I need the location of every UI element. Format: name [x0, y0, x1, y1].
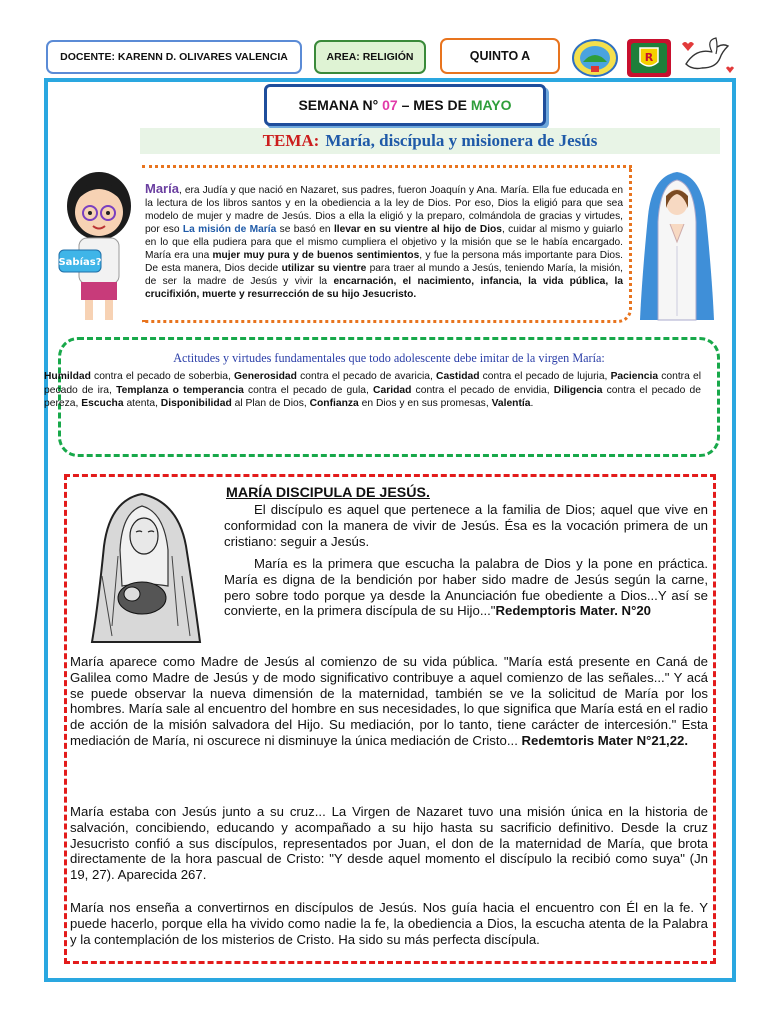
school-crest-icon: [571, 38, 619, 78]
virtue-description: al Plan de Dios,: [231, 398, 310, 410]
virtue-description: en Dios y en sus promesas,: [358, 398, 492, 410]
virtue-description: atenta,: [123, 398, 161, 410]
semana-prefix: SEMANA N°: [298, 97, 379, 113]
semana-box: [264, 84, 546, 126]
tema-title: María, discípula y misionera de Jesús: [325, 131, 598, 150]
semana-month: MAYO: [470, 97, 512, 113]
bio-text-9: para traer al mundo a Jesús, teniendo María, la misión, de ser la madre de Jesús y vivir la: [145, 263, 623, 288]
bio-text-4: llevar en su vientre al hijo de Dios: [333, 224, 502, 236]
virtue-description: contra el pecado de lujuria,: [479, 371, 611, 382]
bio-text-3: se basó en: [276, 224, 334, 236]
lectura-paragraph-3: [70, 654, 708, 749]
docente-text: DOCENTE: KARENN D. OLIVARES VALENCIA: [60, 51, 288, 63]
virtue-name: Valentía: [491, 398, 531, 410]
dove-hearts-icon: [676, 34, 738, 80]
virtue-description: contra el pecado de pereza,: [44, 384, 701, 410]
virtue-name: Confianza: [309, 398, 359, 410]
lectura-p2-ref: Redemptoris Mater. N°20: [495, 603, 652, 619]
virtue-name: Diligencia: [553, 384, 603, 396]
lectura-paragraph-5: María nos enseña a convertirnos en discípulos de Jesús. Nos guía hacia el encuentro con Él en la fe. Y puede hacerlo, porque ella ha vivido como nadie la fe, la obediencia a Dios, la escucha atenta de la Palabra y la contemplación de los misterios de Cristo. Ha sido su más perfecta discípula.: [70, 900, 708, 947]
virtue-name: Disponibilidad: [160, 398, 232, 410]
bio-text-6: mujer muy pura y de buenos sentimientos: [212, 250, 420, 262]
grado-label: [440, 38, 560, 74]
lectura-title: MARÍA DISCIPULA DE JESÚS.: [226, 485, 430, 501]
virtudes-list: [44, 370, 701, 411]
virtue-name: Caridad: [373, 384, 412, 396]
svg-text:R: R: [644, 51, 654, 64]
bio-text-5: , cuidar al mismo y guiarlo en lo que ella pudiera para que el mismo cumpliera el objetivo y la misión que se le había encargado. María era una: [145, 224, 623, 262]
mary-and-child-engraving: [82, 486, 208, 644]
lectura-p3-text: María aparece como Madre de Jesús al comienzo de su vida pública. "María está presente en Caná de Galilea como Madre de Jesús y de modo significativo contribuye a aquel comienzo de las señales..." Y acá se puede observar la nueva dimensión de la maternidad, también se ve la solicitud de María por los hombres. María sale al encuentro del hombre en sus necesidades, lo que significa que María está en el radio de acción de la misión salvadora del Hijo. Su mediación, por lo tanto, tiene carácter de intercesión." Esta mediación de María, ni oscurece ni disminuye la única mediación de Cristo...: [70, 654, 708, 748]
virtue-description: contra el pecado de ira,: [44, 371, 701, 396]
lectura-paragraph-1: El discípulo es aquel que pertenece a la familia de Dios; aquel que vive en conformidad con la manera de vivir de Jesús. Ésa es la vocación primera de un cristiano: seguir a Jesús.: [224, 502, 708, 549]
bio-text-7: , y fue la persona más importante para Dios. De esta manera, Dios decide: [145, 250, 623, 275]
virtue-name: Castidad: [436, 371, 480, 382]
grado-text: QUINTO A: [469, 49, 531, 63]
bio-paragraph: [145, 182, 623, 301]
area-label: [314, 40, 426, 74]
virtue-name: Templanza o temperancia: [116, 384, 244, 396]
semana-middle: – MES DE: [401, 97, 467, 113]
virtue-description: contra el pecado de avaricia,: [296, 371, 437, 382]
lectura-paragraph-4: María estaba con Jesús junto a su cruz... La Virgen de Nazaret tuvo una misión única en la historia de salvación, concibiendo, educando y acompañado a su hijo hasta su sacrificio definitivo. Desde la cruz Jesucristo confió a sus discípulos, representados por Juan, el don de la maternidad de María, que brota directamente de la hora pascual de Cristo: "Y desde aquel momento el discípulo la recibió como suya" (Jn 19, 27). Aparecida 267.: [70, 804, 708, 883]
bio-text-10: encarnación, el nacimiento, infancia, la vida pública, la crucifixión, muerte y resurrección de su hijo Jesucristo.: [145, 276, 623, 301]
tema-label: TEMA:: [262, 131, 320, 150]
virtue-description: contra el pecado de gula,: [243, 384, 374, 396]
lectura-paragraph-2: [224, 556, 708, 619]
virtudes-title: Actitudes y virtudes fundamentales que todo adolescente debe imitar de la virgen María:: [173, 351, 605, 365]
virtue-name: Paciencia: [610, 371, 659, 382]
virtue-description: contra el pecado de envidia,: [411, 384, 554, 396]
school-shield-icon: [626, 38, 672, 78]
bio-name: María: [145, 181, 179, 196]
virtue-description: .: [530, 398, 534, 410]
virtue-name: Humildad: [44, 371, 91, 382]
area-text: AREA: RELIGIÓN: [326, 51, 414, 63]
girl-sabias-illustration: [55, 166, 143, 324]
docente-label: [46, 40, 302, 74]
virtue-description: contra el pecado de soberbia,: [90, 371, 234, 382]
bio-text-2: La misión de María: [182, 224, 277, 236]
sabias-badge: Sabías?: [58, 257, 102, 268]
lectura-p2-text: María es la primera que escucha la palabra de Dios y la pone en práctica. María es digna de la bendición por haber sido madre de Jesús según la carne, pero sobre todo porque ya desde la Anunciación fue obediente a Dios...Y así se convierte, en la primera discípula de su Hijo...": [224, 556, 708, 619]
virgin-mary-illustration: [636, 166, 718, 324]
lectura-p3-ref: Redemtoris Mater N°21,22.: [521, 732, 689, 748]
tema-heading: [140, 128, 720, 154]
bio-text-8: utilizar su vientre: [281, 263, 367, 275]
semana-number: 07: [382, 97, 398, 113]
bio-text-1: , era Judía y que nació en Nazaret, sus padres, fueron Joaquín y Ana. María. Ella fue educada en la lectura de los libros santos y en la obediencia a la ley de Dios. Por eso, Dios la eligió para que sea modelo de mujer y madre de Jesús. Dios a ella la eligió y la preparo, colmándola de gracias y virtudes, por eso: [145, 185, 623, 236]
virtue-name: Generosidad: [234, 371, 297, 382]
virtue-name: Escucha: [81, 398, 124, 410]
